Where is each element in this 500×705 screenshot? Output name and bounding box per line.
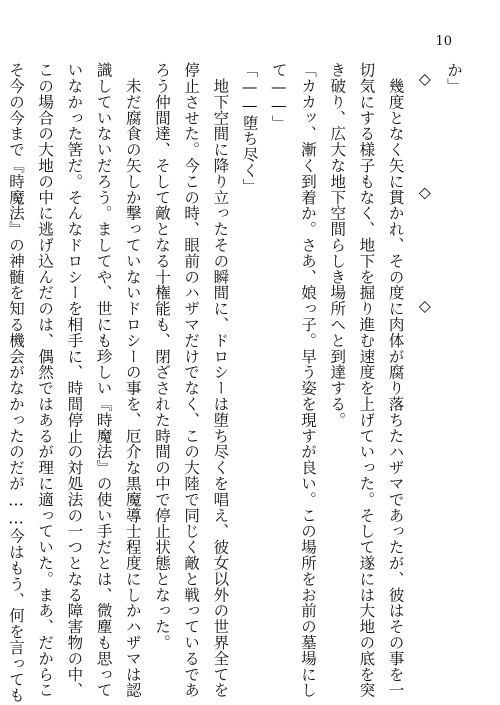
dialogue-line: 「カカッ、漸く到着か。さあ、娘っ子。早う姿を現すが良い。この場所をお前の墓場にし <box>298 62 317 698</box>
text-line: か」 <box>445 62 463 94</box>
page-number: 10 <box>435 34 452 49</box>
text-line: 停止させた。今この時、眼前のハザマだけでなく、この大陸で同じく敵と戦っているであ <box>182 62 201 698</box>
text-line: き破り、広大な地下空間らしき場所へと到達する。 <box>328 62 347 428</box>
text-line: 切気にする様子もなく、地下を掘り進む速度を上げていった。そして遂には大地の底を突 <box>357 62 376 698</box>
scene-break: ◇ ◇ ◇ <box>415 70 434 355</box>
dialogue-line: 「——堕ち尽く」 <box>240 62 259 195</box>
text-line: この場合の大地の中に逃げ込んだのは、偶然ではあるが理に適っていた。まあ、だからこ <box>36 62 55 698</box>
text-line: そ今の今まで『時魔法』の神髄を知る機会がなかったのだが……今はもう、何を言っても <box>6 62 25 703</box>
text-line: 識していないだろう。ましてや、世にも珍しい『時魔法』の使い手だとは、微塵も思って <box>94 62 113 698</box>
text-line: いなかった筈だ。そんなドロシーを相手に、時間停止の対処法の一つとなる障害物の中、 <box>65 62 84 698</box>
dialogue-line: て——」 <box>269 62 288 131</box>
text-line: ろう仲間達、そして敵となる十権能も、閉ざされた時間の中で停止状態となった。 <box>152 62 171 651</box>
body-text <box>6 62 468 703</box>
text-line: 地下空間に降り立ったその瞬間に、ドロシーは堕ち尽くを唱え、彼女以外の世界全てを <box>211 62 230 698</box>
text-line: 未だ腐食の矢しか撃っていないドロシーの事を、厄介な黒魔導士程度にしかハザマは認 <box>123 62 142 698</box>
text-line: 幾度となく矢に貫かれ、その度に肉体が腐り落ちたハザマであったが、彼はその事を一 <box>386 62 405 698</box>
